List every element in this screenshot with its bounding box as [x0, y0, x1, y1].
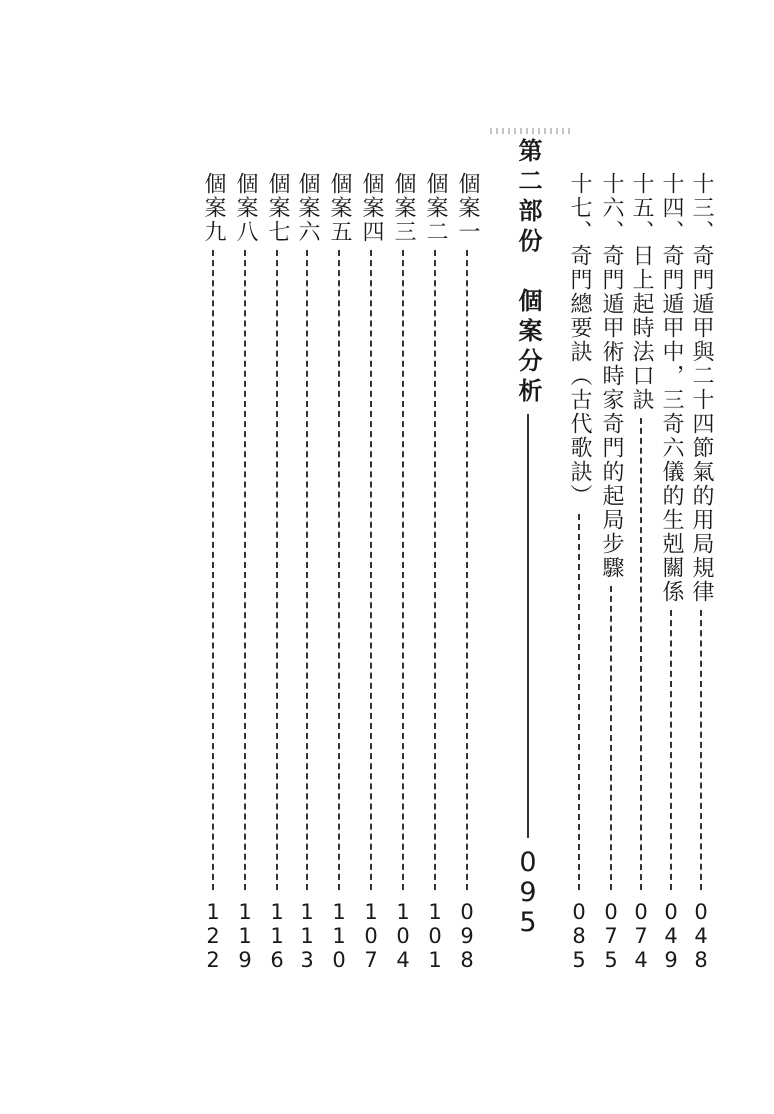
dotted-leader: [640, 418, 642, 890]
toc-entry-title: 十六、奇門遁甲術時家奇門的起局步驟: [599, 172, 624, 580]
toc-page-number: 0 8 5: [572, 900, 586, 972]
toc-page-number: 1 0 4: [396, 900, 410, 972]
toc-entry-title: 十七、奇門總要訣（古代歌訣）: [567, 172, 592, 508]
toc-case-title: 個案七: [265, 172, 290, 244]
toc-page-number: 0 7 5: [604, 900, 618, 972]
dotted-leader: [306, 250, 308, 890]
scan-speck: [490, 128, 570, 134]
section-title: 第二部份 個案分析: [514, 138, 543, 408]
toc-case-title: 個案八: [233, 172, 258, 244]
section-heading[interactable]: [508, 138, 548, 938]
dotted-leader: [276, 250, 278, 890]
dotted-leader: [212, 250, 214, 890]
toc-page-number: 1 1 0: [332, 900, 346, 972]
toc-page-number: 1 2 2: [206, 900, 220, 972]
toc-entry-17[interactable]: [564, 172, 594, 972]
toc-case-4[interactable]: [356, 172, 386, 972]
toc-case-title: 個案二: [423, 172, 448, 244]
toc-case-1[interactable]: [452, 172, 482, 972]
dotted-leader: [244, 250, 246, 890]
toc-case-8[interactable]: [230, 172, 260, 972]
toc-entry-14[interactable]: [656, 172, 686, 972]
toc-page-number: 1 1 3: [300, 900, 314, 972]
dotted-leader: [434, 250, 436, 890]
toc-case-title: 個案五: [327, 172, 352, 244]
toc-entry-title: 十五、日上起時法口訣: [629, 172, 654, 412]
toc-entry-15[interactable]: [626, 172, 656, 972]
toc-page-number: 0 4 9: [664, 900, 678, 972]
toc-case-9[interactable]: [198, 172, 228, 972]
toc-case-title: 個案一: [455, 172, 480, 244]
toc-case-6[interactable]: [292, 172, 322, 972]
toc-entry-16[interactable]: [596, 172, 626, 972]
toc-page-number: 0 7 4: [634, 900, 648, 972]
dotted-leader: [370, 250, 372, 890]
dotted-leader: [670, 610, 672, 890]
toc-page-number: 1 0 1: [428, 900, 442, 972]
dotted-leader: [700, 610, 702, 890]
toc-entry-13[interactable]: [686, 172, 716, 972]
toc-page-number: 1 1 9: [238, 900, 252, 972]
dotted-leader: [402, 250, 404, 890]
toc-case-title: 個案四: [359, 172, 384, 244]
toc-page-number: 0 9 8: [460, 900, 474, 972]
toc-page-number: 1 1 6: [270, 900, 284, 972]
toc-case-title: 個案三: [391, 172, 416, 244]
dotted-leader: [338, 250, 340, 890]
toc-page-number: 1 0 7: [364, 900, 378, 972]
toc-page-number: 0 4 8: [694, 900, 708, 972]
dotted-leader: [610, 586, 612, 890]
toc-case-3[interactable]: [388, 172, 418, 972]
dotted-leader: [466, 250, 468, 890]
toc-entry-title: 十四、奇門遁甲中，三奇六儀的生剋關係: [659, 172, 684, 604]
section-page-number: 0 9 5: [519, 847, 537, 938]
dotted-leader: [578, 514, 580, 890]
toc-case-7[interactable]: [262, 172, 292, 972]
toc-case-2[interactable]: [420, 172, 450, 972]
solid-leader: [527, 414, 529, 838]
toc-entry-title: 十三、奇門遁甲與二十四節氣的用局規律: [689, 172, 714, 604]
toc-case-5[interactable]: [324, 172, 354, 972]
toc-case-title: 個案九: [201, 172, 226, 244]
toc-case-title: 個案六: [295, 172, 320, 244]
